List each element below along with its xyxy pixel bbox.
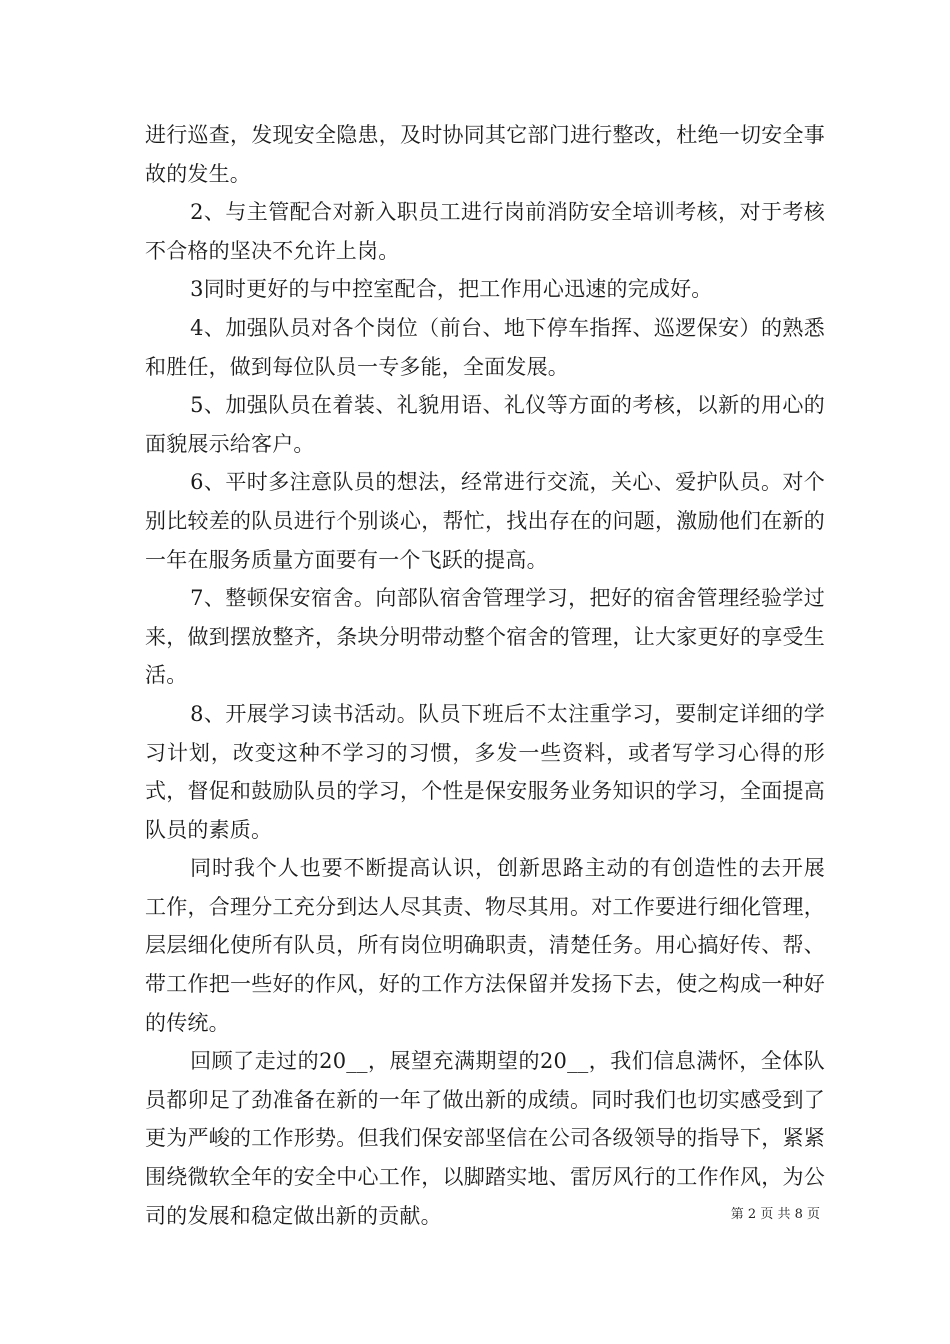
paragraph-item-2: 2、与主管配合对新入职员工进行岗前消防安全培训考核，对于考核不合格的坚决不允许上岗。 bbox=[145, 200, 825, 263]
paragraph-item-4: 4、加强队员对各个岗位（前台、地下停车指挥、巡逻保安）的熟悉和胜任，做到每位队员一专多能，全面发展。 bbox=[145, 315, 825, 379]
document-body bbox=[145, 116, 825, 1235]
paragraph-continuation: 进行巡查，发现安全隐患，及时协同其它部门进行整改，杜绝一切安全事故的发生。 bbox=[145, 123, 825, 186]
page-number-footer: 第 2 页 共 8 页 bbox=[730, 1207, 820, 1222]
paragraph-item-7: 7、整顿保安宿舍。向部队宿舍管理学习，把好的宿舍管理经验学过来，做到摆放整齐，条块分明带动整个宿舍的管理，让大家更好的享受生活。 bbox=[145, 586, 825, 688]
paragraph-item-6: 6、平时多注意队员的想法，经常进行交流，关心、爱护队员。对个别比较差的队员进行个别谈心，帮忙，找出存在的问题，激励他们在新的一年在服务质量方面要有一个飞跃的提高。 bbox=[145, 470, 825, 572]
paragraph-item-3: 3同时更好的与中控室配合，把工作用心迅速的完成好。 bbox=[190, 277, 713, 302]
paragraph-item-8: 8、开展学习读书活动。队员下班后不太注重学习，要制定详细的学习计划，改变这种不学习的习惯，多发一些资料，或者写学习心得的形式，督促和鼓励队员的学习，个性是保安服务业务知识的学习，全面提高队员的素质。 bbox=[145, 701, 825, 842]
paragraph-personal-commitment: 同时我个人也要不断提高认识，创新思路主动的有创造性的去开展工作，合理分工充分到达人尽其责、物尽其用。对工作要进行细化管理，层层细化使所有队员，所有岗位明确职责，清楚任务。用心搞好传、帮、带工作把一些好的作风，好的工作方法保留并发扬下去，使之构成一种好的传统。 bbox=[145, 856, 825, 1035]
paragraph-item-5: 5、加强队员在着装、礼貌用语、礼仪等方面的考核，以新的用心的面貌展示给客户。 bbox=[145, 393, 825, 456]
paragraph-review-outlook: 回顾了走过的20__，展望充满期望的20__，我们信息满怀，全体队员都卯足了劲准备在新的一年了做出新的成绩。同时我们也切实感受到了更为严峻的工作形势。但我们保安部坚信在公司各级领导的指导下，紧紧围绕微软全年的安全中心工作，以脚踏实地、雷厉风行的工作作风，为公司的发展和稳定做出新的贡献。 bbox=[145, 1049, 825, 1228]
